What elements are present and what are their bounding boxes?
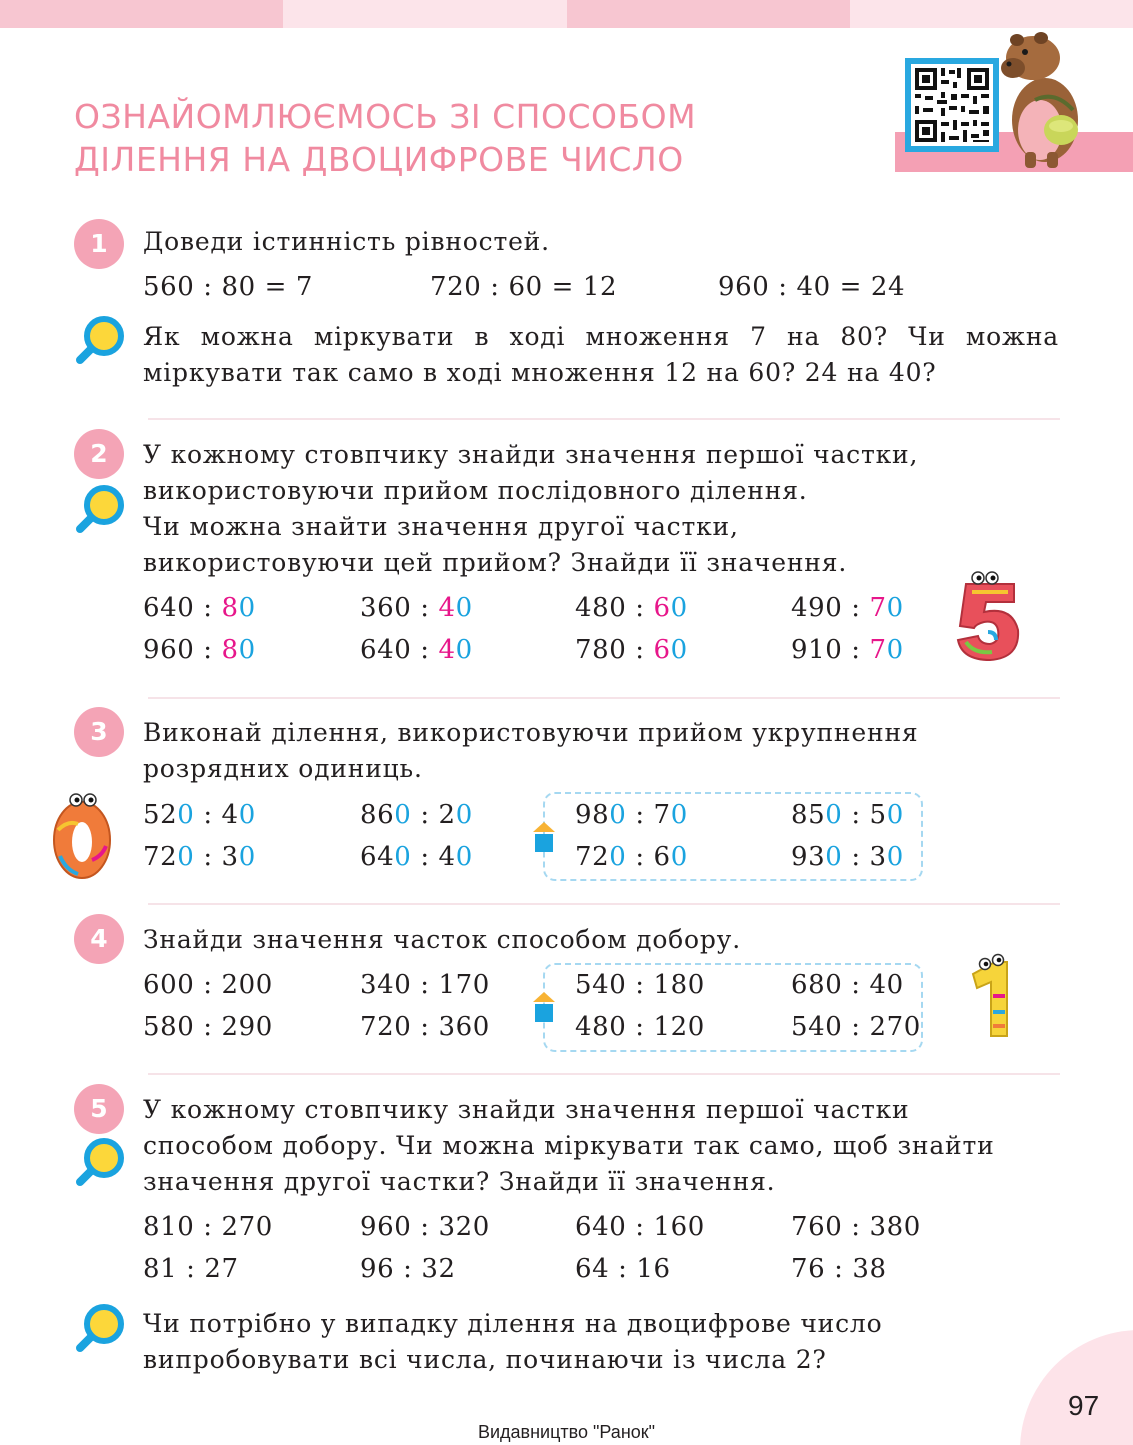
- task-3-number-badge: 3: [74, 707, 124, 757]
- task-2-text-line-3: Чи можна знайти значення другої частки,: [143, 512, 739, 541]
- task-2-expr: 910 : 70: [791, 635, 904, 665]
- magnifier-icon: [66, 1136, 126, 1194]
- task-5-question-line-2: випробовувати всі числа, починаючи із числа 2?: [143, 1345, 827, 1374]
- task-3-text-line-2: розрядних одиниць.: [143, 754, 423, 783]
- task-5-expr: 810 : 270: [143, 1212, 273, 1242]
- task-3-expr: 520 : 40: [143, 800, 256, 830]
- task-4-expr: 540 : 180: [575, 970, 705, 1000]
- qr-code-icon[interactable]: [905, 58, 999, 152]
- digit-1-character-icon: [965, 952, 1021, 1040]
- task-1-question: Як можна міркувати в ході множення 7 на 80? Чи можна міркувати так само в ході множення 12 на 60? 24 на 40?: [143, 322, 1059, 387]
- task-3-expr: 860 : 20: [360, 800, 473, 830]
- task-5-expr: 76 : 38: [791, 1254, 887, 1284]
- task-5-text-line-2: способом добору. Чи можна міркувати так само, щоб знайти: [143, 1131, 995, 1160]
- task-4-expr: 340 : 170: [360, 970, 490, 1000]
- digit-5-character-icon: [952, 570, 1027, 665]
- task-5-expr: 64 : 16: [575, 1254, 671, 1284]
- task-2-expr: 640 : 80: [143, 593, 256, 623]
- task-2-text-line-1: У кожному стовпчику знайди значення першої частки,: [143, 440, 919, 469]
- magnifier-icon: [66, 1302, 126, 1360]
- task-2-expr: 480 : 60: [575, 593, 688, 623]
- task-5-expr: 760 : 380: [791, 1212, 921, 1242]
- task-1-expr-1: 560 : 80 = 7: [143, 272, 314, 302]
- task-3-expr: 850 : 50: [791, 800, 904, 830]
- task-1-number-badge: 1: [74, 219, 124, 269]
- publisher-footer: Видавництво "Ранок": [477, 1422, 656, 1442]
- divider-2: [148, 697, 1060, 699]
- task-2-expr: 780 : 60: [575, 635, 688, 665]
- house-icon: [533, 990, 555, 1030]
- top-strip-3: [567, 0, 850, 28]
- task-2-expr: 490 : 70: [791, 593, 904, 623]
- task-2-expr: 640 : 40: [360, 635, 473, 665]
- title-line-1: ОЗНАЙОМЛЮЄМОСЬ ЗІ СПОСОБОМ: [74, 97, 697, 136]
- task-3-expr: 930 : 30: [791, 842, 904, 872]
- task-4-expr: 580 : 290: [143, 1012, 273, 1042]
- divider-3: [148, 903, 1060, 905]
- top-strip-2: [283, 0, 567, 28]
- task-4-number-badge: 4: [74, 914, 124, 964]
- task-3-text-line-1: Виконай ділення, використовуючи прийом укрупнення: [143, 718, 919, 747]
- divider-1: [148, 418, 1060, 420]
- task-4-text: Знайди значення часток способом добору.: [143, 925, 741, 954]
- task-2-expr: 360 : 40: [360, 593, 473, 623]
- task-1-expr-2: 720 : 60 = 12: [430, 272, 618, 302]
- top-strip-4: [850, 0, 1133, 28]
- task-2-number-badge: 2: [74, 429, 124, 479]
- task-5-expr: 640 : 160: [575, 1212, 705, 1242]
- task-3-expr: 980 : 70: [575, 800, 688, 830]
- task-5-text-line-1: У кожному стовпчику знайди значення першої частки: [143, 1095, 910, 1124]
- magnifier-icon: [66, 314, 126, 372]
- task-2-expr: 960 : 80: [143, 635, 256, 665]
- task-1-text: Доведи істинність рівностей.: [143, 227, 550, 256]
- divider-4: [148, 1073, 1060, 1075]
- top-strip-1: [0, 0, 283, 28]
- title-line-2: ДІЛЕННЯ НА ДВОЦИФРОВЕ ЧИСЛО: [74, 140, 684, 179]
- digit-0-character-icon: [48, 790, 118, 882]
- magnifier-icon: [66, 483, 126, 541]
- task-5-text-line-3: значення другої частки? Знайди її значення.: [143, 1167, 776, 1196]
- task-3-expr: 720 : 60: [575, 842, 688, 872]
- task-4-expr: 720 : 360: [360, 1012, 490, 1042]
- task-5-expr: 96 : 32: [360, 1254, 456, 1284]
- task-4-expr: 600 : 200: [143, 970, 273, 1000]
- task-5-expr: 960 : 320: [360, 1212, 490, 1242]
- task-4-expr: 480 : 120: [575, 1012, 705, 1042]
- task-4-expr: 540 : 270: [791, 1012, 921, 1042]
- task-5-expr: 81 : 27: [143, 1254, 239, 1284]
- task-1-expr-3: 960 : 40 = 24: [718, 272, 906, 302]
- task-5-number-badge: 5: [74, 1084, 124, 1134]
- page-title: [74, 95, 854, 181]
- task-3-expr: 720 : 30: [143, 842, 256, 872]
- task-2-text-line-2: використовуючи прийом послідовного ділення.: [143, 476, 808, 505]
- task-4-expr: 680 : 40: [791, 970, 904, 1000]
- task-2-text-line-4: використовуючи цей прийом? Знайди її значення.: [143, 548, 848, 577]
- house-icon: [533, 820, 555, 860]
- page-number: 97: [1068, 1390, 1100, 1421]
- task-3-expr: 640 : 40: [360, 842, 473, 872]
- task-5-question-line-1: Чи потрібно у випадку ділення на двоцифрове число: [143, 1309, 883, 1338]
- capybara-mascot-icon: [995, 30, 1090, 170]
